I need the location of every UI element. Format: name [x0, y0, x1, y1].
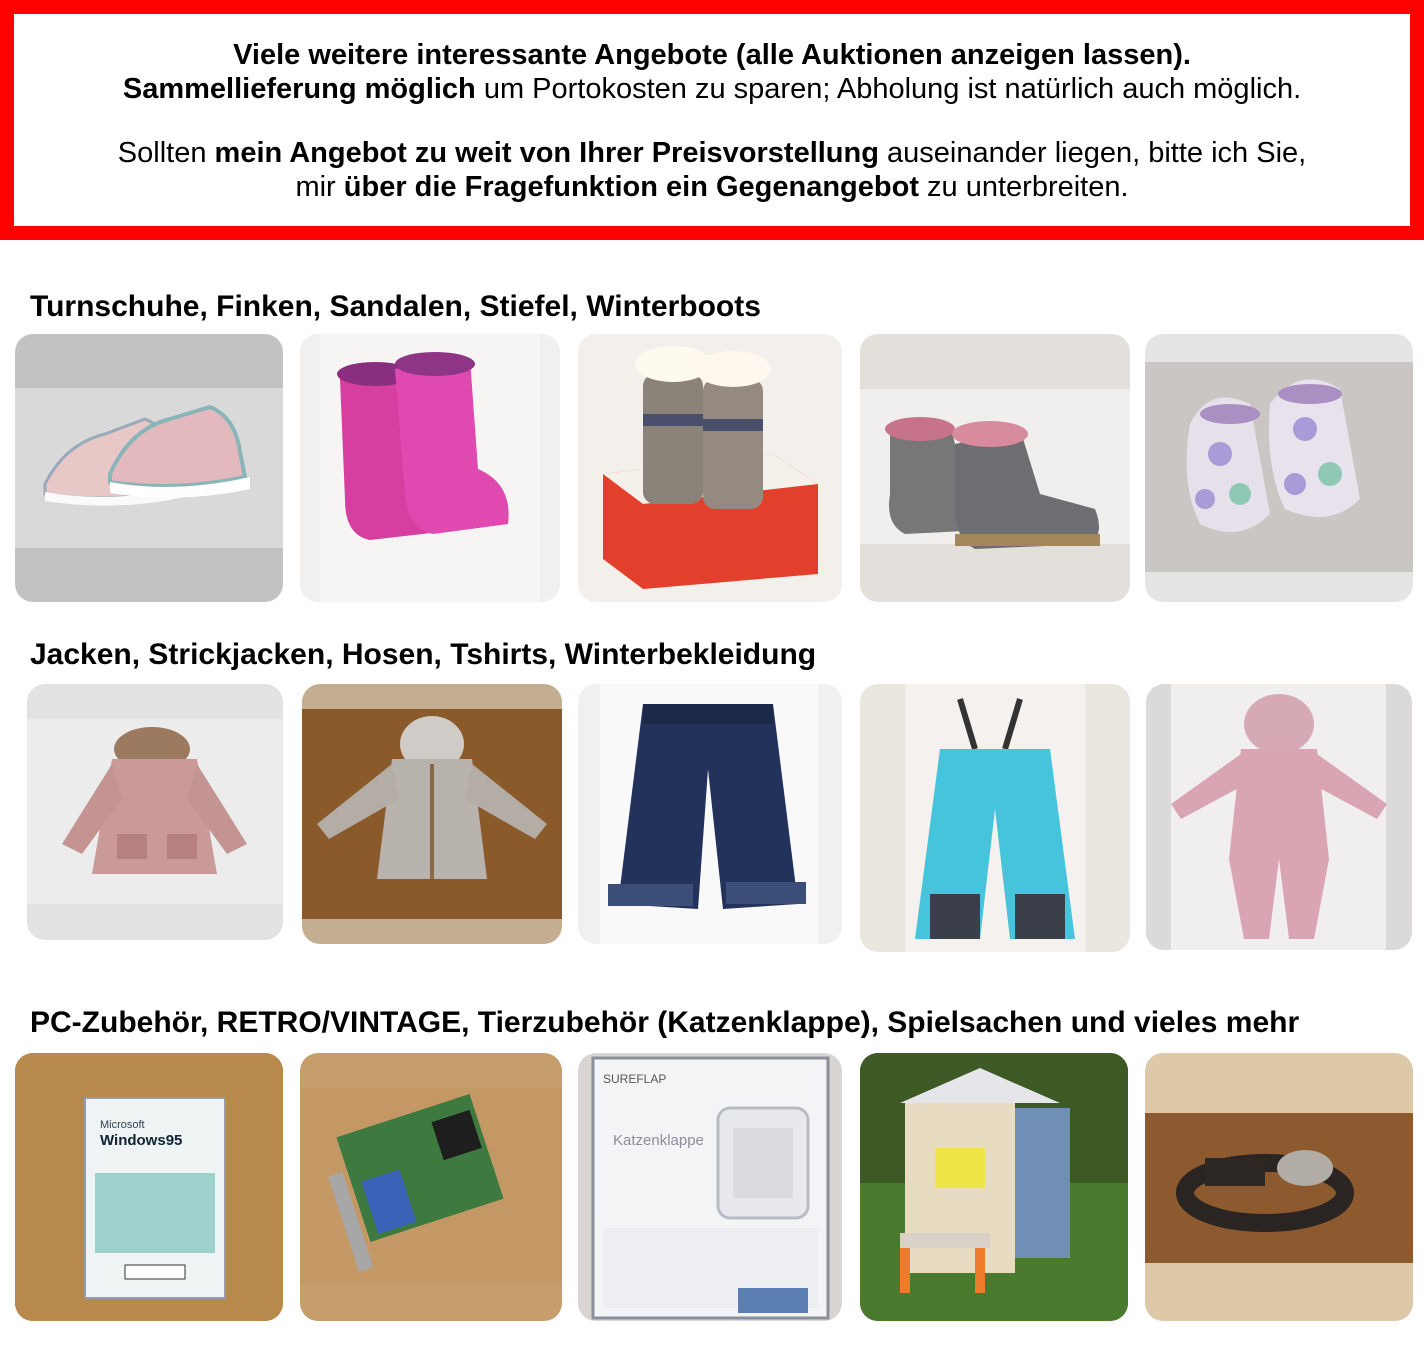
notice-line-1: Viele weitere interessante Angebote (alle Auktionen anzeigen lassen).: [233, 39, 1191, 71]
leather-belt-photo[interactable]: [1145, 1053, 1413, 1321]
windows-brand-text: Microsoft: [100, 1119, 145, 1131]
notice-line-2: Sammellieferung möglich um Portokosten zu sparen; Abholung ist natürlich auch möglich.: [122, 73, 1302, 105]
section-title-misc: PC-Zubehör, RETRO/VINTAGE, Tierzubehör (Katzenklappe), Spielsachen und vieles mehr: [30, 1006, 1300, 1039]
pink-rain-boots-photo[interactable]: [300, 334, 560, 602]
sneakers-photo[interactable]: [15, 334, 283, 602]
offer-notice-box: [0, 0, 1424, 240]
windows-name-text: Windows95: [100, 1132, 183, 1149]
cat-flap-box-photo[interactable]: [578, 1053, 842, 1321]
pink-parka-photo[interactable]: [27, 684, 283, 940]
knit-cardigan-photo[interactable]: [302, 684, 562, 944]
grey-ankle-boots-photo[interactable]: [860, 334, 1130, 602]
windows95-box-photo[interactable]: [15, 1053, 283, 1321]
section-title-clothing: Jacken, Strickjacken, Hosen, Tshirts, Winterbekleidung: [30, 638, 817, 671]
fur-winter-boots-photo[interactable]: [578, 334, 842, 602]
dotted-slippers-photo[interactable]: [1145, 334, 1413, 602]
blue-snow-pants-photo[interactable]: [860, 684, 1130, 952]
section-title-shoes: Turnschuhe, Finken, Sandalen, Stiefel, Winterboots: [30, 290, 761, 323]
catflap-brand-text: SUREFLAP: [603, 1072, 667, 1086]
jeans-photo[interactable]: [578, 684, 842, 944]
catflap-name-text: Katzenklappe: [613, 1132, 704, 1149]
pink-snowsuit-photo[interactable]: [1146, 684, 1412, 950]
playhouse-photo[interactable]: [860, 1053, 1128, 1321]
notice-line-3: Sollten mein Angebot zu weit von Ihrer Preisvorstellung auseinander liegen, bitte ich Sie,: [117, 137, 1307, 169]
notice-line-4: mir über die Fragefunktion ein Gegenangebot zu unterbreiten.: [295, 171, 1129, 203]
graphics-card-photo[interactable]: [300, 1053, 562, 1321]
